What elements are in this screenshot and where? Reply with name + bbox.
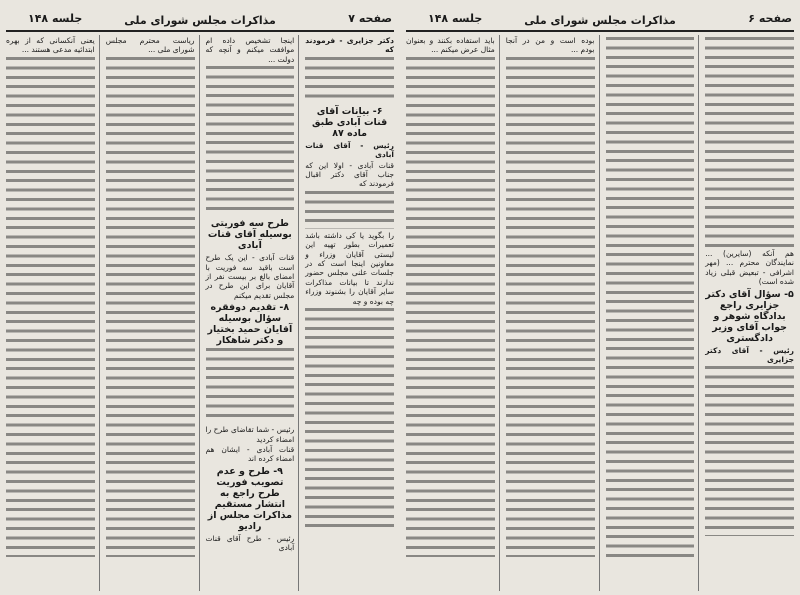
session-number: جلسه ۱۴۸	[428, 12, 483, 25]
text-block	[305, 308, 394, 528]
paragraph: رئیس - طرح آقای قنات آبادی	[205, 533, 295, 553]
text-block	[506, 57, 595, 557]
column-4	[705, 35, 794, 591]
paragraph: باید استفاده بکنند و بعنوان مثال عرض میکنم ...	[406, 36, 495, 55]
section-heading: ۶- بیانات آقای قنات آبادی طبق ماده ۸۷	[312, 105, 388, 139]
column-1	[6, 35, 100, 591]
paragraph: ریاست محترم مجلس شورای ملی ...	[105, 36, 195, 55]
column-3	[606, 35, 700, 591]
section-heading: طرح سه فوریتی بوسیله آقای قنات آبادی	[207, 218, 292, 252]
header-rule	[6, 30, 394, 32]
section-heading: ۸- تقدیم دوفقره سؤال بوسیله آقایان حمید بختیار و دکتر شاهکار	[207, 302, 293, 347]
paragraph: قنات آبادی - ایشان هم امضاء کرده اند	[205, 445, 295, 464]
page-header	[408, 10, 792, 30]
text-columns	[406, 35, 794, 591]
speaker-text: رئیس - آقای دکتر جزایری	[705, 345, 794, 365]
column-3	[206, 35, 300, 591]
paragraph: یعنی آنکسانی که از بهره ابتدائیه مدعی هستند ...	[6, 36, 95, 55]
newspaper-title: مذاکرات مجلس شورای ملی	[124, 14, 276, 27]
speaker-text: رئیس - آقای قنات آبادی	[305, 140, 394, 160]
newspaper-title: مذاکرات مجلس شورای ملی	[524, 14, 676, 27]
text-block	[705, 366, 794, 536]
paragraph: رئیس - شما تقاضای طرح را امضاء کردید	[205, 425, 295, 444]
text-block	[206, 66, 295, 216]
page-number: صفحه ۶	[748, 12, 792, 25]
paragraph: قنات آبادی - این یک طرح است باقید سه فوریت با امضای بالغ بر بیست نفر از آقایان برای این طرح در مجلس تقدیم میکنم	[205, 253, 295, 300]
paragraph: هم آنکه (سایرین) ... نمایندگان محترم ... (مهر اشرافی - تبعیض قبلی زیاد شده است)	[705, 249, 794, 287]
paragraph: بوده است و من در آنجا بودم ...	[505, 36, 595, 55]
speaker-text: دکتر جزایری - فرمودند که	[305, 36, 394, 55]
text-block	[106, 57, 195, 557]
section-heading: ۵- سؤال آقای دکتر جزایری راجع بدادگاه شوهر و جواب آقای وزیر دادگستری	[705, 288, 794, 344]
text-columns	[6, 35, 394, 591]
page-number: صفحه ۷	[348, 12, 392, 25]
paragraph: اینجا تشخیص داده ام موافقت میکنم و آنچه که دولت ...	[205, 36, 295, 64]
text-block	[305, 57, 394, 104]
text-block	[6, 57, 95, 557]
header-rule	[406, 30, 794, 32]
session-number: جلسه ۱۴۸	[28, 12, 83, 25]
column-1	[406, 35, 500, 591]
text-block	[206, 348, 295, 423]
text-block	[305, 191, 394, 229]
right-page	[400, 0, 800, 595]
page-header	[8, 10, 392, 30]
column-2	[506, 35, 600, 591]
paragraph: را بگوید یا کی داشته باشد تعمیرات بطور تهیه این لیستی آقایان وزراء و معاونین اینجا است که در جلسات علنی مجلس حضور ندارند تا بیانات مذاکرات سایر آقایان را بشنوند وزراء چه بوده و چه	[305, 230, 394, 306]
column-4	[305, 35, 394, 591]
text-block	[406, 57, 495, 557]
text-block	[606, 37, 695, 557]
paragraph: قنات آبادی - اولا این که جناب آقای دکتر اقبال فرمودند که	[305, 160, 394, 189]
section-heading: ۹- طرح و عدم تصویب فوریت طرح راجع به انتشار مستقیم مذاکرات مجلس از رادیو	[207, 465, 292, 532]
text-block	[705, 37, 794, 247]
column-2	[106, 35, 200, 591]
